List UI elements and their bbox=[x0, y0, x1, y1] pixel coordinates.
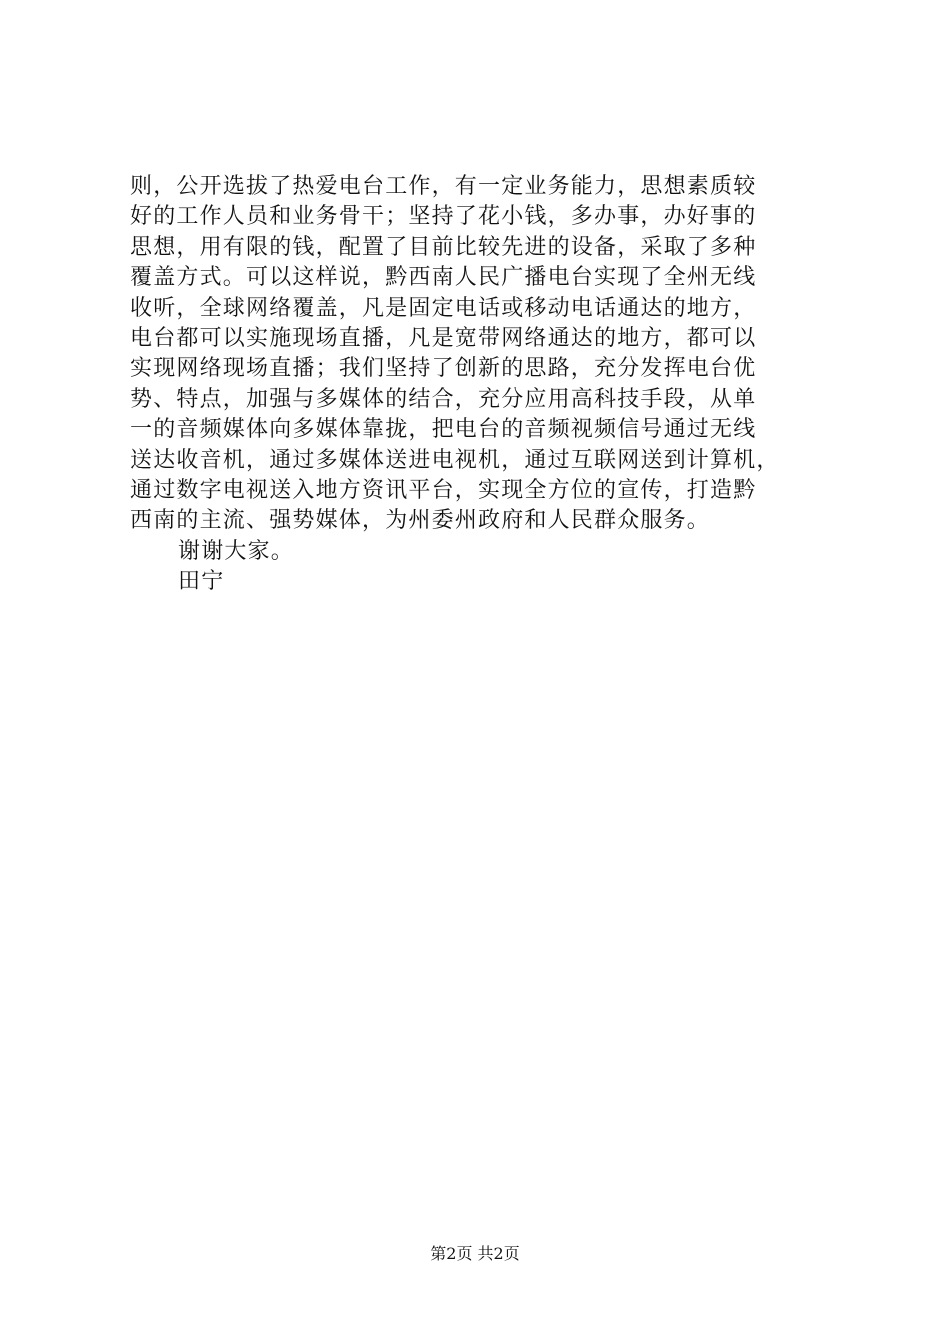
paragraph-line: 送达收音机，通过多媒体送进电视机，通过互联网送到计算机， bbox=[130, 447, 780, 473]
closing-remark: 谢谢大家。 bbox=[178, 538, 295, 564]
paragraph-line: 西南的主流、强势媒体，为州委州政府和人民群众服务。 bbox=[130, 508, 711, 534]
paragraph-line: 则，公开选拔了热爱电台工作，有一定业务能力，思想素质较 bbox=[130, 174, 757, 199]
paragraph-line: 电台都可以实施现场直播，凡是宽带网络通达的地方，都可以 bbox=[130, 325, 757, 351]
paragraph-line: 通过数字电视送入地方资讯平台，实现全方位的宣传，打造黔 bbox=[130, 477, 757, 503]
page-number-footer: 第2页 共2页 bbox=[430, 1244, 520, 1263]
paragraph-line: 一的音频媒体向多媒体靠拢，把电台的音频视频信号通过无线 bbox=[130, 417, 757, 443]
paragraph-line: 思想，用有限的钱，配置了目前比较先进的设备，采取了多种 bbox=[130, 234, 757, 260]
paragraph-line: 势、特点，加强与多媒体的结合，充分应用高科技手段，从单 bbox=[130, 386, 757, 412]
paragraph-line: 收听，全球网络覆盖，凡是固定电话或移动电话通达的地方， bbox=[130, 295, 757, 321]
signature: 田宁 bbox=[178, 569, 225, 595]
document-body bbox=[130, 172, 850, 597]
paragraph-line: 覆盖方式。可以这样说，黔西南人民广播电台实现了全州无线 bbox=[130, 265, 757, 291]
paragraph-line: 好的工作人员和业务骨干；坚持了花小钱，多办事，办好事的 bbox=[130, 204, 757, 230]
paragraph-line: 实现网络现场直播；我们坚持了创新的思路，充分发挥电台优 bbox=[130, 356, 757, 382]
